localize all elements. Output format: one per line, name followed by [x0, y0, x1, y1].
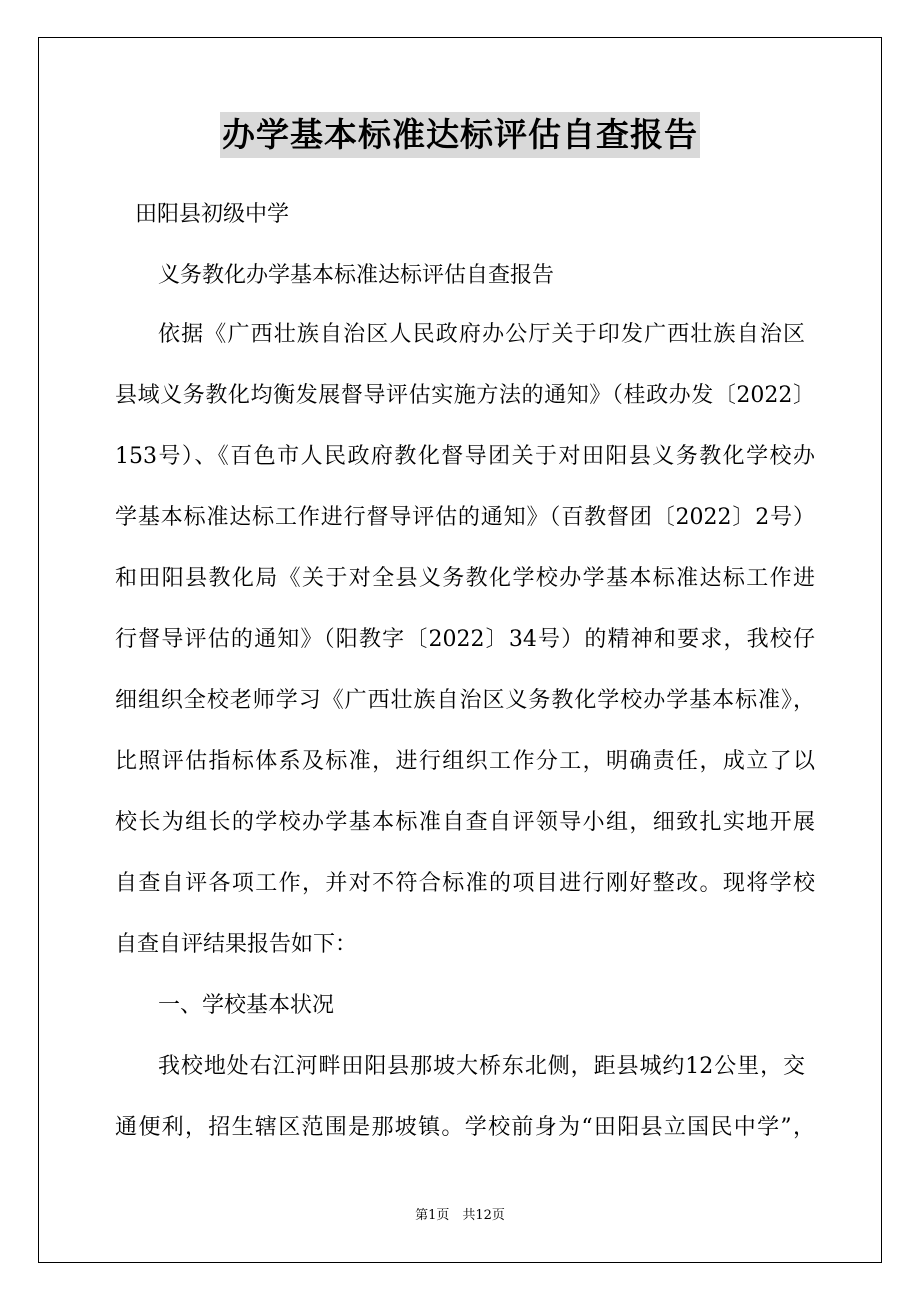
body-line: 153号）、《百色市人民政府教化督导团关于对田阳县义务教化学校办	[115, 444, 815, 469]
school-name-line: 田阳县初级中学	[135, 202, 290, 227]
body-line: 比照评估指标体系及标准，进行组织工作分工，明确责任，成立了以	[115, 749, 815, 774]
document-title: 办学基本标准达标评估自查报告	[220, 112, 700, 158]
body-line: 自查自评结果报告如下：	[115, 932, 358, 957]
body-line: 和田阳县教化局《关于对全县义务教化学校办学基本标准达标工作进	[115, 566, 815, 591]
page-number-footer: 第1页 共12页	[415, 1208, 505, 1223]
body-line: 县域义务教化均衡发展督导评估实施方法的通知》（桂政办发〔2022〕	[115, 383, 815, 408]
body-line: 通便利，招生辖区范围是那坡镇。学校前身为“田阳县立国民中学”，	[115, 1115, 815, 1140]
section-heading: 一、学校基本状况	[158, 993, 335, 1018]
report-subtitle-line: 义务教化办学基本标准达标评估自查报告	[158, 263, 555, 288]
title-wrap	[0, 112, 920, 158]
body-line: 细组织全校老师学习《广西壮族自治区义务教化学校办学基本标准》，	[115, 688, 815, 713]
body-line: 我校地处右江河畔田阳县那坡大桥东北侧，距县城约12公里，交	[158, 1054, 805, 1079]
body-line: 学基本标准达标工作进行督导评估的通知》（百教督团〔2022〕2号）	[115, 505, 815, 530]
body-line: 行督导评估的通知》（阳教字〔2022〕34号）的精神和要求，我校仔	[115, 627, 815, 652]
body-line: 自查自评各项工作，并对不符合标准的项目进行刚好整改。现将学校	[115, 871, 815, 896]
body-line: 依据《广西壮族自治区人民政府办公厅关于印发广西壮族自治区	[158, 322, 805, 347]
body-line: 校长为组长的学校办学基本标准自查自评领导小组，细致扎实地开展	[115, 810, 815, 835]
